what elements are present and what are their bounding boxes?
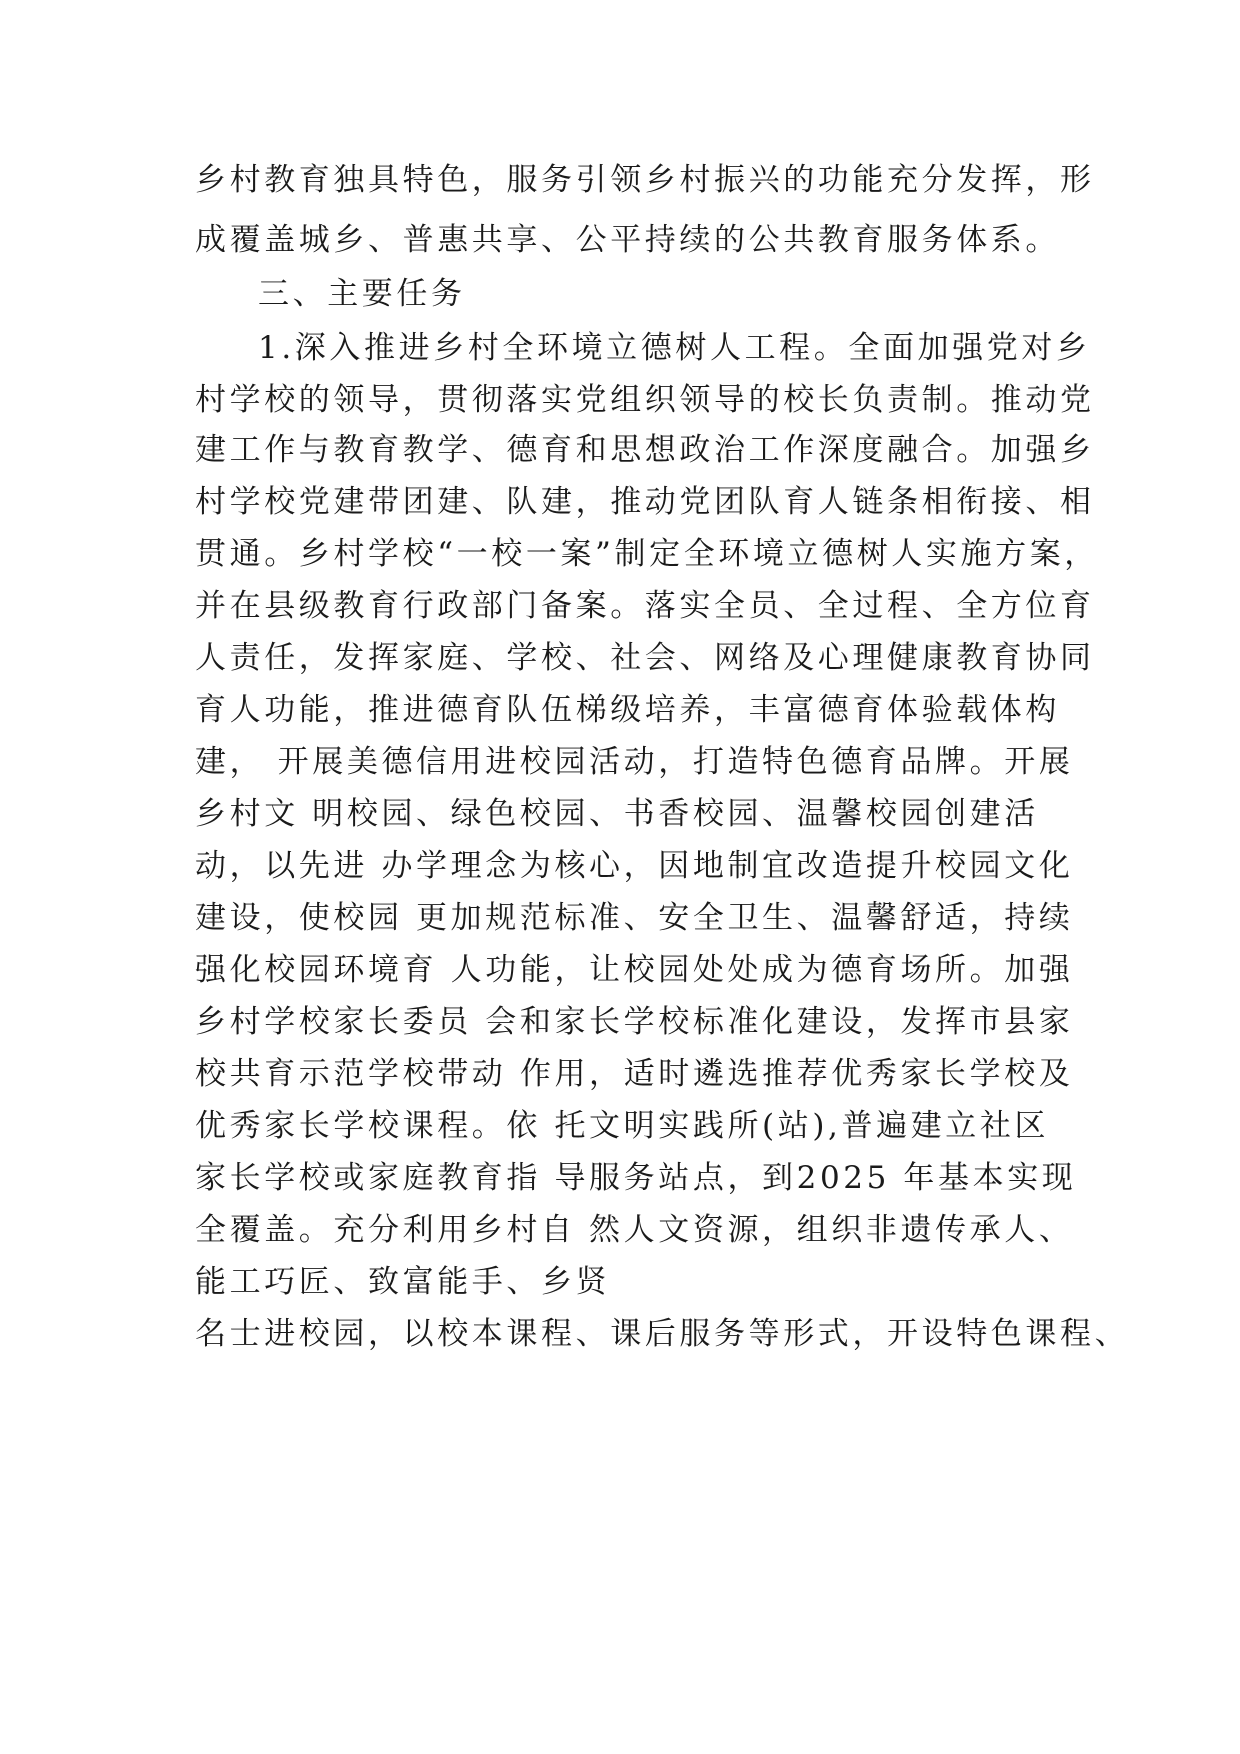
paragraph-line: 全覆盖。充分利用乡村自 然人文资源，组织非遗传承人、: [195, 1212, 1074, 1248]
paragraph-line: 乡村文 明校园、绿色校园、书香校园、温馨校园创建活: [195, 796, 1039, 832]
paragraph-line: 并在县级教育行政部门备案。落实全员、全过程、全方位育: [195, 588, 1095, 624]
paragraph-line: 人责任，发挥家庭、学校、社会、网络及心理健康教育协同: [195, 640, 1095, 676]
paragraph-line: 建设，使校园 更加规范标准、安全卫生、温馨舒适，持续: [195, 900, 1074, 936]
paragraph-line: 动，以先进 办学理念为核心，因地制宜改造提升校园文化: [195, 848, 1074, 884]
paragraph-line: 1.深入推进乡村全环境立德树人工程。全面加强党对乡: [258, 330, 1091, 366]
paragraph-line: 育人功能，推进德育队伍梯级培养，丰富德育体验载体构: [195, 692, 1060, 728]
paragraph-line: 强化校园环境育 人功能，让校园处处成为德育场所。加强: [195, 952, 1074, 988]
paragraph-line: 家长学校或家庭教育指 导服务站点，到2025 年基本实现: [195, 1160, 1077, 1196]
paragraph-line: 名士进校园，以校本课程、课后服务等形式，开设特色课程、: [195, 1316, 1130, 1352]
paragraph-line: 成覆盖城乡、普惠共享、公平持续的公共教育服务体系。: [195, 222, 1060, 258]
paragraph-line: 村学校的领导，贯彻落实党组织领导的校长负责制。推动党: [195, 382, 1095, 418]
paragraph-line: 乡村教育独具特色，服务引领乡村振兴的功能充分发挥，形: [195, 162, 1095, 198]
paragraph-line: 能工巧匠、致富能手、乡贤: [195, 1264, 611, 1300]
paragraph-line: 乡村学校家长委员 会和家长学校标准化建设，发挥市县家: [195, 1004, 1074, 1040]
paragraph-line: 村学校党建带团建、队建，推动党团队育人链条相衔接、相: [195, 484, 1095, 520]
paragraph-line: 贯通。乡村学校“一校一案”制定全环境立德树人实施方案，: [195, 536, 1099, 572]
paragraph-line: 建， 开展美德信用进校园活动，打造特色德育品牌。开展: [195, 744, 1074, 780]
paragraph-line: 校共育示范学校带动 作用，适时遴选推荐优秀家长学校及: [195, 1056, 1074, 1092]
paragraph-line: 建工作与教育教学、德育和思想政治工作深度融合。加强乡: [195, 432, 1095, 468]
paragraph-line: 优秀家长学校课程。依 托文明实践所(站),普遍建立社区: [195, 1108, 1050, 1144]
section-heading: 三、主要任务: [258, 276, 466, 312]
